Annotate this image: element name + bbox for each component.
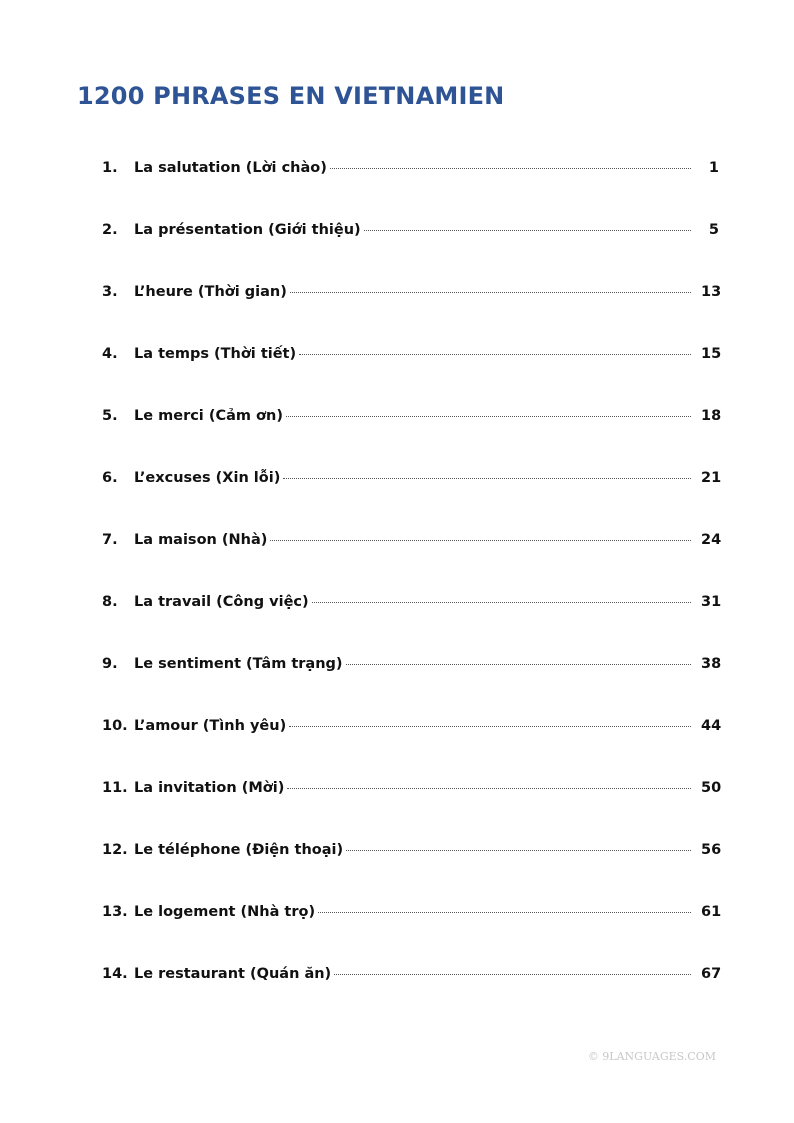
page-title: 1200 PHRASES EN VIETNAMIEN xyxy=(77,82,505,110)
toc-entry-title: La invitation (Mời) xyxy=(134,780,285,796)
toc-dot-leader xyxy=(270,539,691,541)
toc-entry-title: La salutation (Lời chào) xyxy=(134,160,327,176)
toc-entry-page: 15 xyxy=(701,346,722,362)
table-of-contents xyxy=(102,160,722,1028)
toc-entry-title: Le logement (Nhà trọ) xyxy=(134,904,316,920)
toc-entry-title: La présentation (Giới thiệu) xyxy=(134,222,361,238)
toc-entry[interactable] xyxy=(102,532,722,594)
toc-dot-leader xyxy=(283,477,691,479)
toc-entry-page: 5 xyxy=(708,222,719,238)
toc-dot-leader xyxy=(330,167,691,169)
toc-entry-page: 24 xyxy=(701,532,722,548)
toc-entry-page: 31 xyxy=(701,594,722,610)
toc-entry[interactable] xyxy=(102,346,722,408)
toc-entry-title: Le téléphone (Điện thoại) xyxy=(134,842,344,858)
toc-dot-leader xyxy=(312,601,691,603)
toc-entry-title: L’amour (Tình yêu) xyxy=(134,718,287,734)
toc-entry-page: 1 xyxy=(708,160,719,176)
toc-entry[interactable] xyxy=(102,594,722,656)
toc-entry-number: 11. xyxy=(102,780,128,796)
toc-entry[interactable] xyxy=(102,780,722,842)
toc-entry-title: La maison (Nhà) xyxy=(134,532,268,548)
toc-dot-leader xyxy=(290,291,691,293)
toc-entry-title: L’excuses (Xin lỗi) xyxy=(134,470,281,486)
toc-entry-page: 50 xyxy=(701,780,722,796)
toc-entry[interactable] xyxy=(102,842,722,904)
toc-dot-leader xyxy=(289,725,691,727)
toc-dot-leader xyxy=(299,353,691,355)
toc-entry-page: 13 xyxy=(701,284,722,300)
toc-entry-title: La travail (Công việc) xyxy=(134,594,309,610)
toc-entry-number: 10. xyxy=(102,718,128,734)
toc-entry-number: 13. xyxy=(102,904,128,920)
toc-entry-page: 61 xyxy=(701,904,722,920)
toc-entry[interactable] xyxy=(102,718,722,780)
toc-dot-leader xyxy=(286,415,691,417)
toc-entry[interactable] xyxy=(102,966,722,1028)
toc-dot-leader xyxy=(364,229,691,231)
toc-entry-title: Le restaurant (Quán ăn) xyxy=(134,966,332,982)
toc-entry-title: La temps (Thời tiết) xyxy=(134,346,297,362)
toc-entry-number: 8. xyxy=(102,594,118,610)
toc-entry-page: 18 xyxy=(701,408,722,424)
toc-dot-leader xyxy=(318,911,691,913)
toc-entry-number: 6. xyxy=(102,470,118,486)
toc-entry[interactable] xyxy=(102,160,719,222)
toc-entry-number: 3. xyxy=(102,284,118,300)
toc-entry-page: 38 xyxy=(701,656,722,672)
toc-entry-number: 5. xyxy=(102,408,118,424)
toc-entry[interactable] xyxy=(102,408,722,470)
toc-entry-number: 12. xyxy=(102,842,128,858)
toc-entry[interactable] xyxy=(102,656,722,718)
toc-entry-title: Le merci (Cảm ơn) xyxy=(134,408,283,424)
toc-entry-number: 14. xyxy=(102,966,128,982)
toc-entry-number: 7. xyxy=(102,532,118,548)
toc-entry-page: 44 xyxy=(701,718,722,734)
toc-entry[interactable] xyxy=(102,470,722,532)
copyright-watermark: © 9LANGUAGES.COM xyxy=(587,1050,716,1063)
toc-entry-page: 67 xyxy=(701,966,722,982)
toc-entry-number: 2. xyxy=(102,222,118,238)
toc-entry-page: 21 xyxy=(701,470,722,486)
toc-dot-leader xyxy=(334,973,691,975)
toc-entry-number: 4. xyxy=(102,346,118,362)
toc-entry-number: 1. xyxy=(102,160,118,176)
toc-entry-title: Le sentiment (Tâm trạng) xyxy=(134,656,343,672)
toc-dot-leader xyxy=(346,849,691,851)
toc-entry[interactable] xyxy=(102,904,722,966)
toc-entry-page: 56 xyxy=(701,842,722,858)
toc-dot-leader xyxy=(346,663,691,665)
toc-entry-number: 9. xyxy=(102,656,118,672)
toc-entry[interactable] xyxy=(102,284,722,346)
toc-entry[interactable] xyxy=(102,222,719,284)
toc-entry-title: L’heure (Thời gian) xyxy=(134,284,287,300)
toc-dot-leader xyxy=(287,787,691,789)
